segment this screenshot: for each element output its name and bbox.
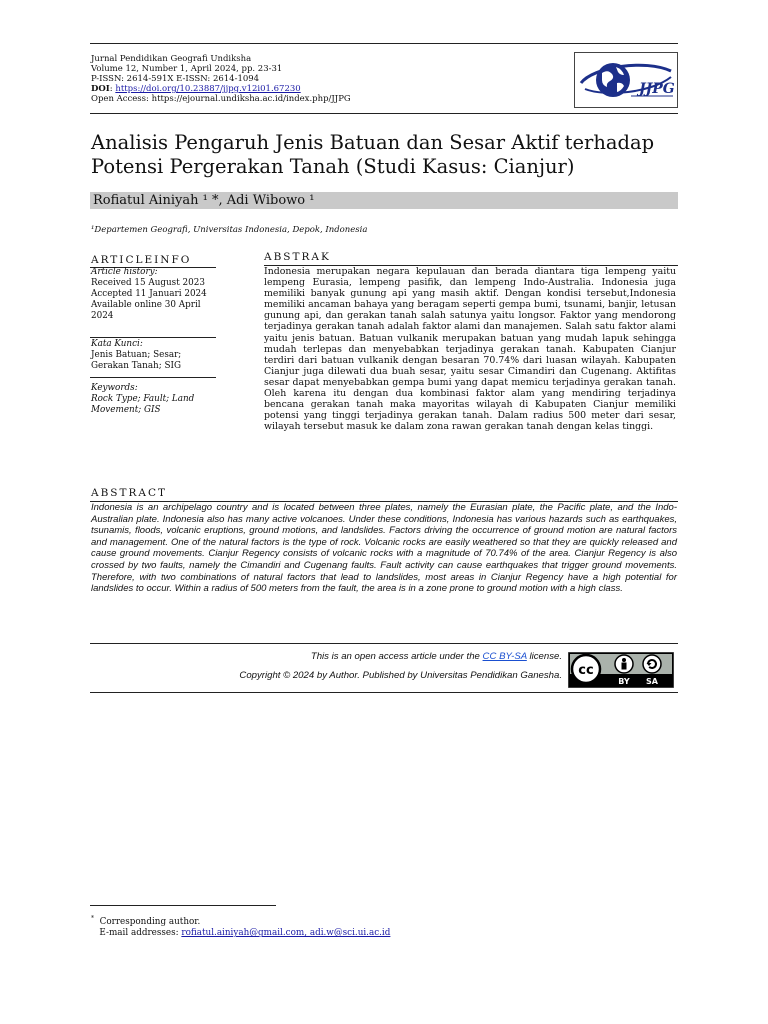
kata-kunci-label: Kata Kunci: bbox=[91, 339, 143, 349]
kata-kunci-block bbox=[91, 339, 216, 372]
email-links[interactable]: rofiatul.ainiyah@gmail.com, adi.w@sci.ui.ac.id bbox=[181, 928, 391, 939]
cc-license-badge[interactable] bbox=[568, 652, 674, 688]
corresponding-label: Corresponding author. bbox=[99, 916, 201, 927]
license-prefix: This is an open access article under the bbox=[310, 651, 483, 662]
keywords-values: Rock Type; Fault; Land Movement; GIS bbox=[91, 394, 195, 415]
globe-logo-icon bbox=[575, 53, 677, 107]
keywords-block bbox=[91, 383, 216, 416]
cc-by-sa-link[interactable]: CC BY-SA bbox=[482, 651, 527, 662]
license-rule-top bbox=[90, 643, 678, 644]
svg-text:SA: SA bbox=[646, 677, 658, 686]
copyright-line: Copyright © 2024 by Author. Published by Universitas Pendidikan Ganesha. bbox=[239, 670, 562, 681]
top-rule bbox=[90, 43, 678, 44]
abstract-text: Indonesia is an archipelago country and is located between three plates, namely the Eurasian plate, the Pacific plate, and the Indo-Australian plate. Indonesia also has many active volcanoes. Under these conditions, Indonesia has various hazards such as earthquakes, tsunamis, floods, volcanic eruptions, ground motions, and landslides. Factors driving the occurrence of ground motion are natural factors and management. One of the natural factors is the type of rock. Volcanic rocks are easily weathered so that they are quickly released and cause ground movements. Cianjur Regency consists of volcanic rocks with a magnitude of 70.74% of the area. Cianjur Regency is also crossed by two faults, namely the Cimandiri and Cugenang faults. Fault activity can cause earthquakes that trigger ground movements. Therefore, with two combinations of natural factors that lead to landslides, most areas in Cianjur Regency have a high potential for landslides to occur. Within a radius of 500 meters from the fault, the area is in a zone prone to ground motion with a high class. bbox=[91, 502, 677, 595]
abstrak-text: Indonesia merupakan negara kepulauan dan berada diantara tiga lempeng yaitu lempeng Eurasia, lempeng pasifik, dan lempeng Indo-Australia. Indonesia juga memiliki banyak gunung api yang masih aktif. Dengan kondisi tersebut,Indonesia memiliki ancaman bahaya yang beragam seperti gempa bumi, tsunami, banjir, letusan gunung api, dan gerakan tanah salah satunya yaitu longsor. Faktor yang mendorong terjadinya gerakan tanah adalah faktor alami dan manajemen. Salah satu faktor alami yaitu jenis batuan. Batuan vulkanik merupakan batuan yang mudah lapuk sehingga mudah terlepas dan menyebabkan terjadinya gerakan tanah. Kabupaten Cianjur terdiri dari batuan vulkanik dengan besaran 70.74% dari luasan wilayah. Kabupaten Cianjur juga dilewati dua buah sesar, yaitu sesar Cimandiri dan Cugenang. Aktifitas sesar dapat menyebabkan gempa bumi yang dapat memicu terjadinya gerakan tanah. Oleh karena itu dengan dua kombinasi faktor alam yang mendiring terjadinya bencana gerakan tanah maka mayoritas wilayah di Kabupaten Cianjur memiliki potensi yang tinggi terjadinya gerakan tanah. Dalam radius 500 meter dari sesar, wilayah tersebut masuk ke dalam zona rawan gerakan tanah dengan kelas tinggi. bbox=[264, 266, 676, 433]
abstrak-heading: ABSTRAK bbox=[264, 251, 331, 263]
open-access-url: Open Access: https://ejournal.undiksha.ac.id/index.php/JJPG bbox=[91, 94, 351, 104]
kata-kunci-values: Jenis Batuan; Sesar; Gerakan Tanah; SIG bbox=[91, 350, 182, 371]
footnote bbox=[91, 913, 390, 940]
affiliation: ¹Departemen Geografi, Universitas Indonesia, Depok, Indonesia bbox=[91, 225, 368, 235]
journal-issn: P-ISSN: 2614-591X E-ISSN: 2614-1094 bbox=[91, 74, 260, 84]
keywords-rule bbox=[90, 377, 216, 378]
article-info-heading: ARTICLEINFO bbox=[91, 254, 192, 266]
abstract-heading: ABSTRACT bbox=[91, 487, 168, 499]
svg-text:BY: BY bbox=[618, 677, 630, 686]
article-history bbox=[91, 267, 216, 322]
history-received: Received 15 August 2023 bbox=[91, 278, 205, 288]
journal-info bbox=[91, 54, 511, 104]
svg-text:cc: cc bbox=[578, 663, 594, 678]
history-online: Available online 30 April 2024 bbox=[91, 300, 201, 321]
email-label: E-mail addresses: bbox=[99, 928, 182, 939]
header-rule bbox=[90, 113, 678, 114]
share-alike-icon bbox=[643, 655, 661, 673]
keywords-label: Keywords: bbox=[91, 383, 138, 393]
journal-name: Jurnal Pendidikan Geografi Undiksha bbox=[91, 54, 252, 64]
journal-doi: DOI: https://doi.org/10.23887/jjpg.v12i01.67230 bbox=[91, 84, 301, 94]
author-names: Rofiatul Ainiyah ¹ *, Adi Wibowo ¹ bbox=[93, 193, 315, 208]
license-suffix: license. bbox=[526, 651, 562, 662]
logo-lettering: JJPG bbox=[639, 81, 675, 97]
doi-label: DOI bbox=[91, 84, 110, 94]
footnote-marker: * bbox=[91, 915, 94, 922]
footnote-rule bbox=[90, 905, 276, 906]
corresponding-note bbox=[91, 913, 390, 928]
doi-link[interactable]: https://doi.org/10.23887/jjpg.v12i01.67230 bbox=[115, 84, 301, 94]
journal-logo bbox=[574, 52, 678, 108]
history-label: Article history: bbox=[91, 267, 158, 277]
license-statement bbox=[311, 651, 562, 662]
email-line bbox=[91, 928, 390, 940]
license-rule-bottom bbox=[90, 692, 678, 693]
article-title: Analisis Pengaruh Jenis Batuan dan Sesar Aktif terhadap Potensi Pergerakan Tanah (Studi Kasus: Cianjur) bbox=[91, 131, 655, 178]
kata-kunci-rule bbox=[90, 337, 216, 338]
journal-volume: Volume 12, Number 1, April 2024, pp. 23-31 bbox=[91, 64, 283, 74]
history-accepted: Accepted 11 Januari 2024 bbox=[91, 289, 207, 299]
